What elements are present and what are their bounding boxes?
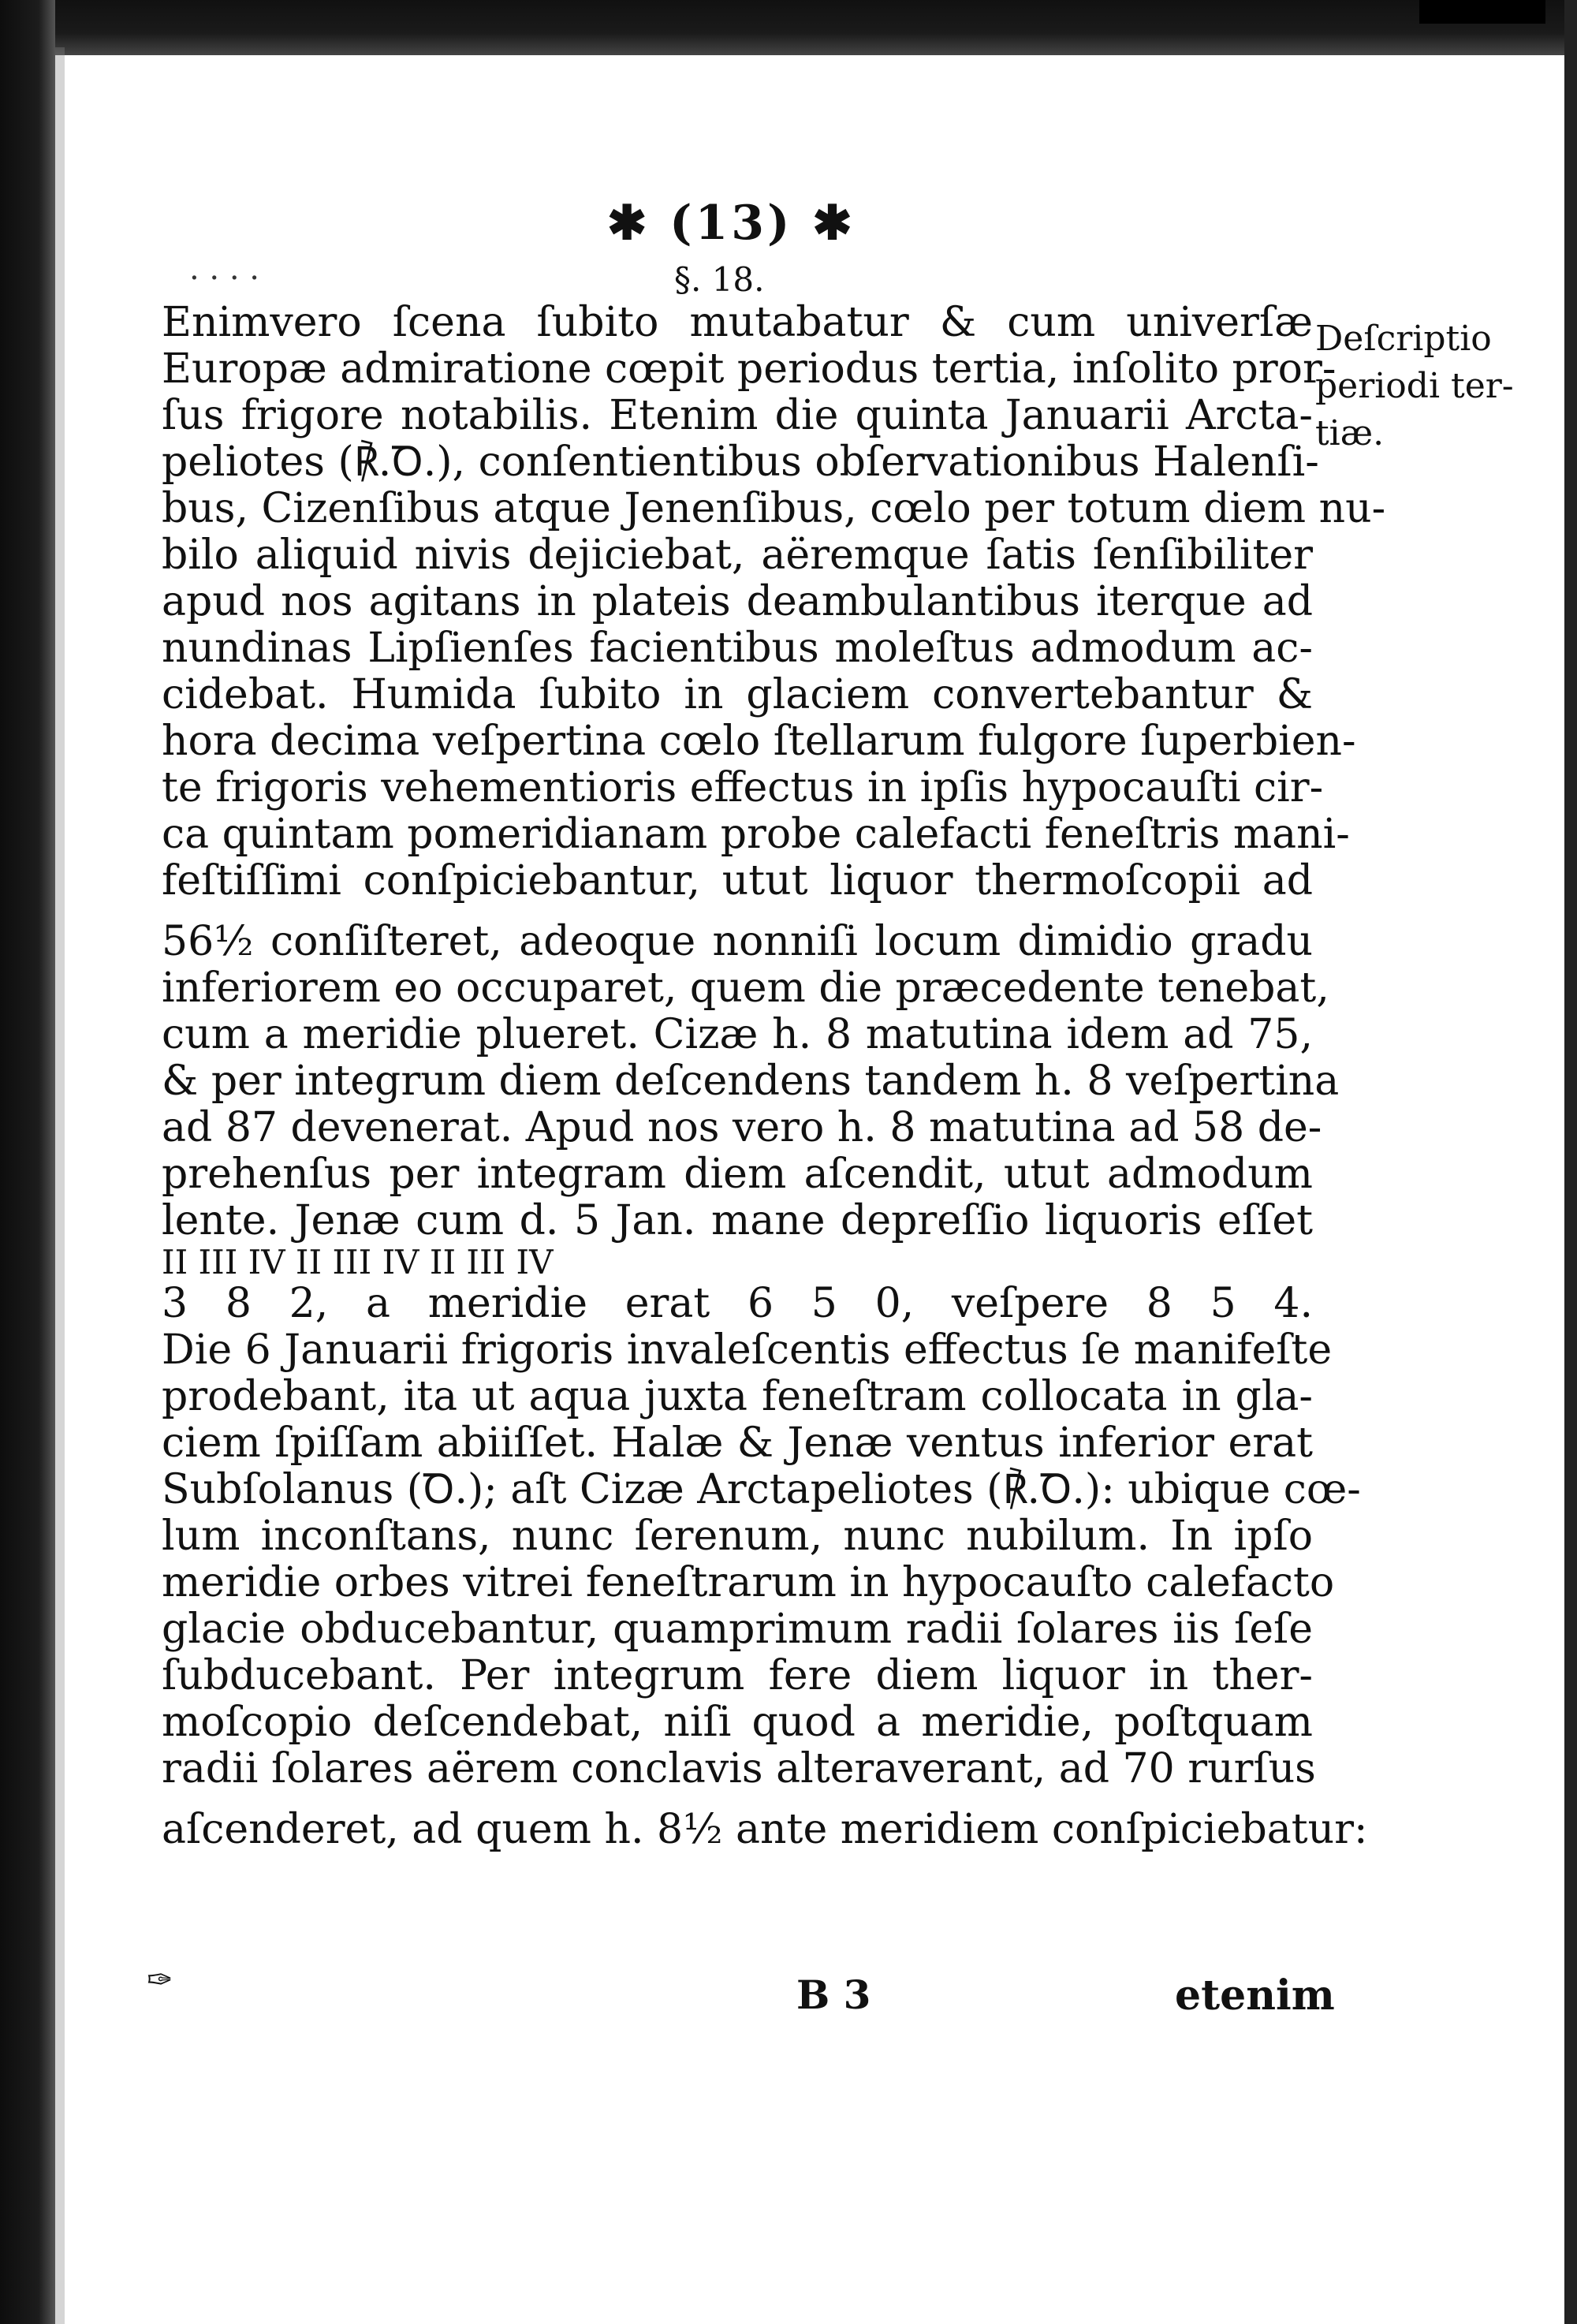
text-line: lente. Jenæ cum d. 5 Jan. mane depreſſio liquoris eſſet: [162, 1197, 1313, 1244]
text-line: ciem ſpiſſam abiiſſet. Halæ & Jenæ ventus inferior erat: [162, 1419, 1313, 1467]
text-line: bilo aliquid nivis dejiciebat, aëremque ſatis ſenſibiliter: [162, 532, 1313, 579]
text-line: ad 87 devenerat. Apud nos vero h. 8 matutina ad 58 de-: [162, 1104, 1322, 1151]
text-line: lum inconſtans, nunc ſerenum, nunc nubilum. In ipſo: [162, 1513, 1313, 1560]
text-line: Europæ admiratione cœpit periodus tertia, inſolito pror-: [162, 345, 1337, 393]
text-line: ſus frigore notabilis. Etenim die quinta Januarii Arcta-: [162, 392, 1313, 439]
text-line: ca quintam pomeridianam probe calefacti feneſtris mani-: [162, 811, 1350, 858]
text-line: hora decima veſpertina cœlo ſtellarum fulgore ſuperbien-: [162, 718, 1356, 765]
text-line: & per integrum diem deſcendens tandem h. 8 veſpertina: [162, 1058, 1340, 1105]
text-line: Enimvero ſcena ſubito mutabatur & cum univerſæ: [162, 299, 1313, 346]
scan-page-shadow: [55, 47, 65, 2324]
stray-dots: . . . .: [189, 251, 260, 287]
margin-mark-icon: ✑: [147, 1962, 173, 1998]
scan-top-border: [0, 0, 1577, 55]
catchword: etenim: [1175, 1971, 1335, 2020]
text-line: nundinas Lipſienſes facientibus moleſtus admodum ac-: [162, 625, 1313, 672]
text-line: 56½ conſiſteret, adeoque nonniſi locum dimidio gradu: [162, 918, 1313, 965]
text-line: prehenſus per integram diem aſcendit, utut admodum: [162, 1151, 1313, 1198]
section-number: §. 18.: [674, 260, 765, 299]
text-line: glacie obducebantur, quamprimum radii ſolares iis ſeſe: [162, 1606, 1313, 1653]
text-line: te frigoris vehementioris effectus in ipſis hypocauſti cir-: [162, 764, 1324, 811]
text-line: aſcenderet, ad quem h. 8½ ante meridiem conſpiciebatur:: [162, 1806, 1368, 1853]
marginal-line: periodi ter-: [1315, 366, 1514, 406]
text-line: apud nos agitans in plateis deambulantibus iterque ad: [162, 578, 1313, 625]
text-line: 3 8 2, a meridie erat 6 5 0, veſpere 8 5 4.: [162, 1280, 1313, 1327]
thermometer-scale-labels: II III IV II III IV II III IV: [162, 1243, 554, 1281]
marginal-note: [1315, 315, 1560, 457]
text-line: cum a meridie plueret. Cizæ h. 8 matutina idem ad 75,: [162, 1011, 1313, 1058]
page-header: ✱ (13) ✱: [607, 196, 856, 251]
text-line: prodebant, ita ut aqua juxta feneſtram collocata in gla-: [162, 1373, 1313, 1420]
text-line: radii ſolares aërem conclavis alteraverant, ad 70 rurſus: [162, 1745, 1316, 1792]
text-line: feſtiſſimi conſpiciebantur, utut liquor thermoſcopii ad: [162, 857, 1313, 905]
text-line: peliotes (℟.Ꝺ.), conſentientibus obſervationibus Halenſi-: [162, 438, 1319, 486]
text-line: bus, Cizenſibus atque Jenenſibus, cœlo per totum diem nu-: [162, 485, 1386, 532]
marginal-line: Deſcriptio: [1315, 319, 1492, 359]
text-line: ſubducebant. Per integrum fere diem liquor in ther-: [162, 1652, 1313, 1699]
signature-mark: B 3: [796, 1971, 871, 2018]
text-line: cidebat. Humida ſubito in glaciem convertebantur &: [162, 671, 1313, 718]
text-line: inferiorem eo occuparet, quem die præcedente tenebat,: [162, 964, 1329, 1012]
scan-left-border: [0, 0, 55, 2324]
text-line: Subſolanus (Ꝺ.); aſt Cizæ Arctapeliotes (℟.Ꝺ.): ubique cœ-: [162, 1466, 1361, 1513]
text-line: moſcopio deſcendebat, niſi quod a meridie, poſtquam: [162, 1699, 1313, 1746]
text-line: meridie orbes vitrei feneſtrarum in hypocauſto calefacto: [162, 1559, 1335, 1606]
scan-artifact: [1419, 0, 1545, 24]
scan-right-border: [1564, 0, 1577, 2324]
marginal-line: tiæ.: [1315, 413, 1385, 453]
text-line: Die 6 Januarii frigoris invaleſcentis effectus ſe manifeſte: [162, 1326, 1333, 1374]
